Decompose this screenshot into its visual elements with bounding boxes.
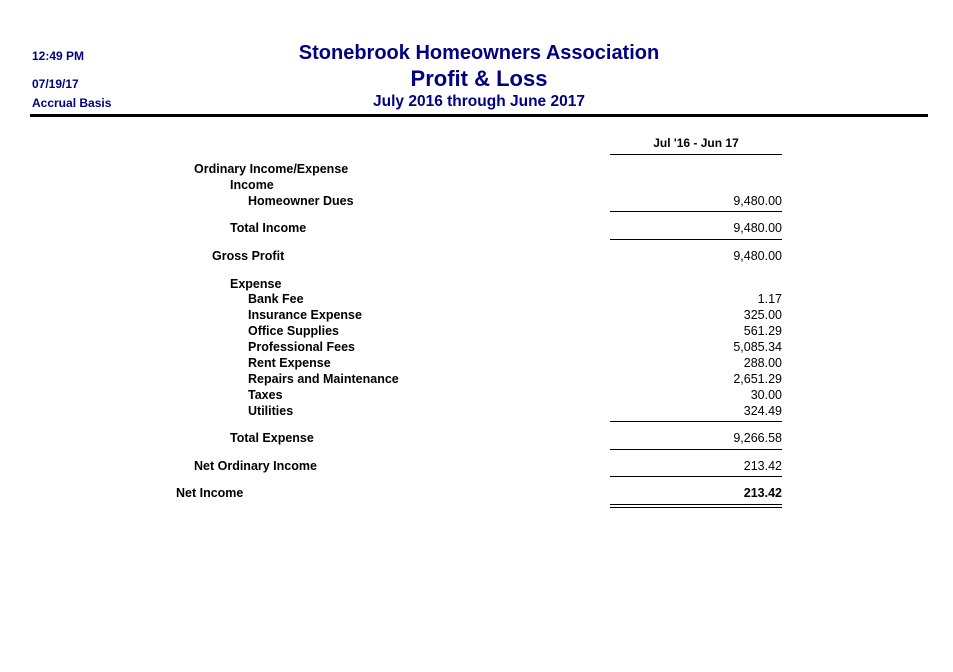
expense-label: Professional Fees (248, 340, 355, 354)
row-value-total-income: 9,480.00 (733, 221, 782, 235)
column-header: Jul '16 - Jun 17 (653, 136, 739, 150)
subtotal-line (610, 211, 782, 212)
report-title: Profit & Loss (410, 66, 548, 91)
report-period: July 2016 through June 2017 (373, 93, 585, 110)
row-label-homeowner-dues: Homeowner Dues (248, 194, 354, 208)
section-ordinary-income-expense: Ordinary Income/Expense (194, 162, 349, 176)
subtotal-line (610, 449, 782, 450)
row-label-total-expense: Total Expense (230, 431, 314, 445)
total-double-line-bottom (610, 507, 782, 508)
total-double-line-top (610, 504, 782, 505)
header-divider (30, 114, 928, 117)
row-value-net-income: 213.42 (743, 486, 782, 500)
row-label-total-income: Total Income (230, 221, 307, 235)
expense-value: 325.00 (743, 308, 782, 322)
row-value-gross-profit: 9,480.00 (733, 249, 782, 263)
expense-value: 5,085.34 (733, 340, 782, 354)
expense-value: 324.49 (743, 404, 782, 418)
column-header-underline (610, 154, 782, 155)
subtotal-line (610, 476, 782, 477)
row-label-net-income: Net Income (176, 486, 244, 500)
report-date: 07/19/17 (32, 77, 79, 91)
report-basis: Accrual Basis (32, 96, 112, 110)
row-value-homeowner-dues: 9,480.00 (733, 194, 782, 208)
expense-label: Repairs and Maintenance (248, 372, 399, 386)
section-expense: Expense (230, 277, 282, 291)
expense-value: 30.00 (750, 388, 782, 402)
expense-label: Insurance Expense (248, 308, 362, 322)
expense-label: Office Supplies (248, 324, 339, 338)
expense-label: Taxes (248, 388, 283, 402)
expense-value: 1.17 (757, 292, 782, 306)
expense-label: Rent Expense (248, 356, 331, 370)
expense-value: 288.00 (743, 356, 782, 370)
row-value-total-expense: 9,266.58 (733, 431, 782, 445)
subtotal-line (610, 421, 782, 422)
row-value-net-ordinary-income: 213.42 (743, 459, 782, 473)
row-label-gross-profit: Gross Profit (212, 249, 285, 263)
expense-label: Bank Fee (248, 292, 304, 306)
expense-value: 2,651.29 (733, 372, 782, 386)
row-label-net-ordinary-income: Net Ordinary Income (194, 459, 317, 473)
subtotal-line (610, 239, 782, 240)
report-time: 12:49 PM (32, 49, 85, 63)
section-income: Income (230, 178, 274, 192)
expense-label: Utilities (248, 404, 294, 418)
company-name: Stonebrook Homeowners Association (298, 42, 660, 64)
expense-value: 561.29 (743, 324, 782, 338)
